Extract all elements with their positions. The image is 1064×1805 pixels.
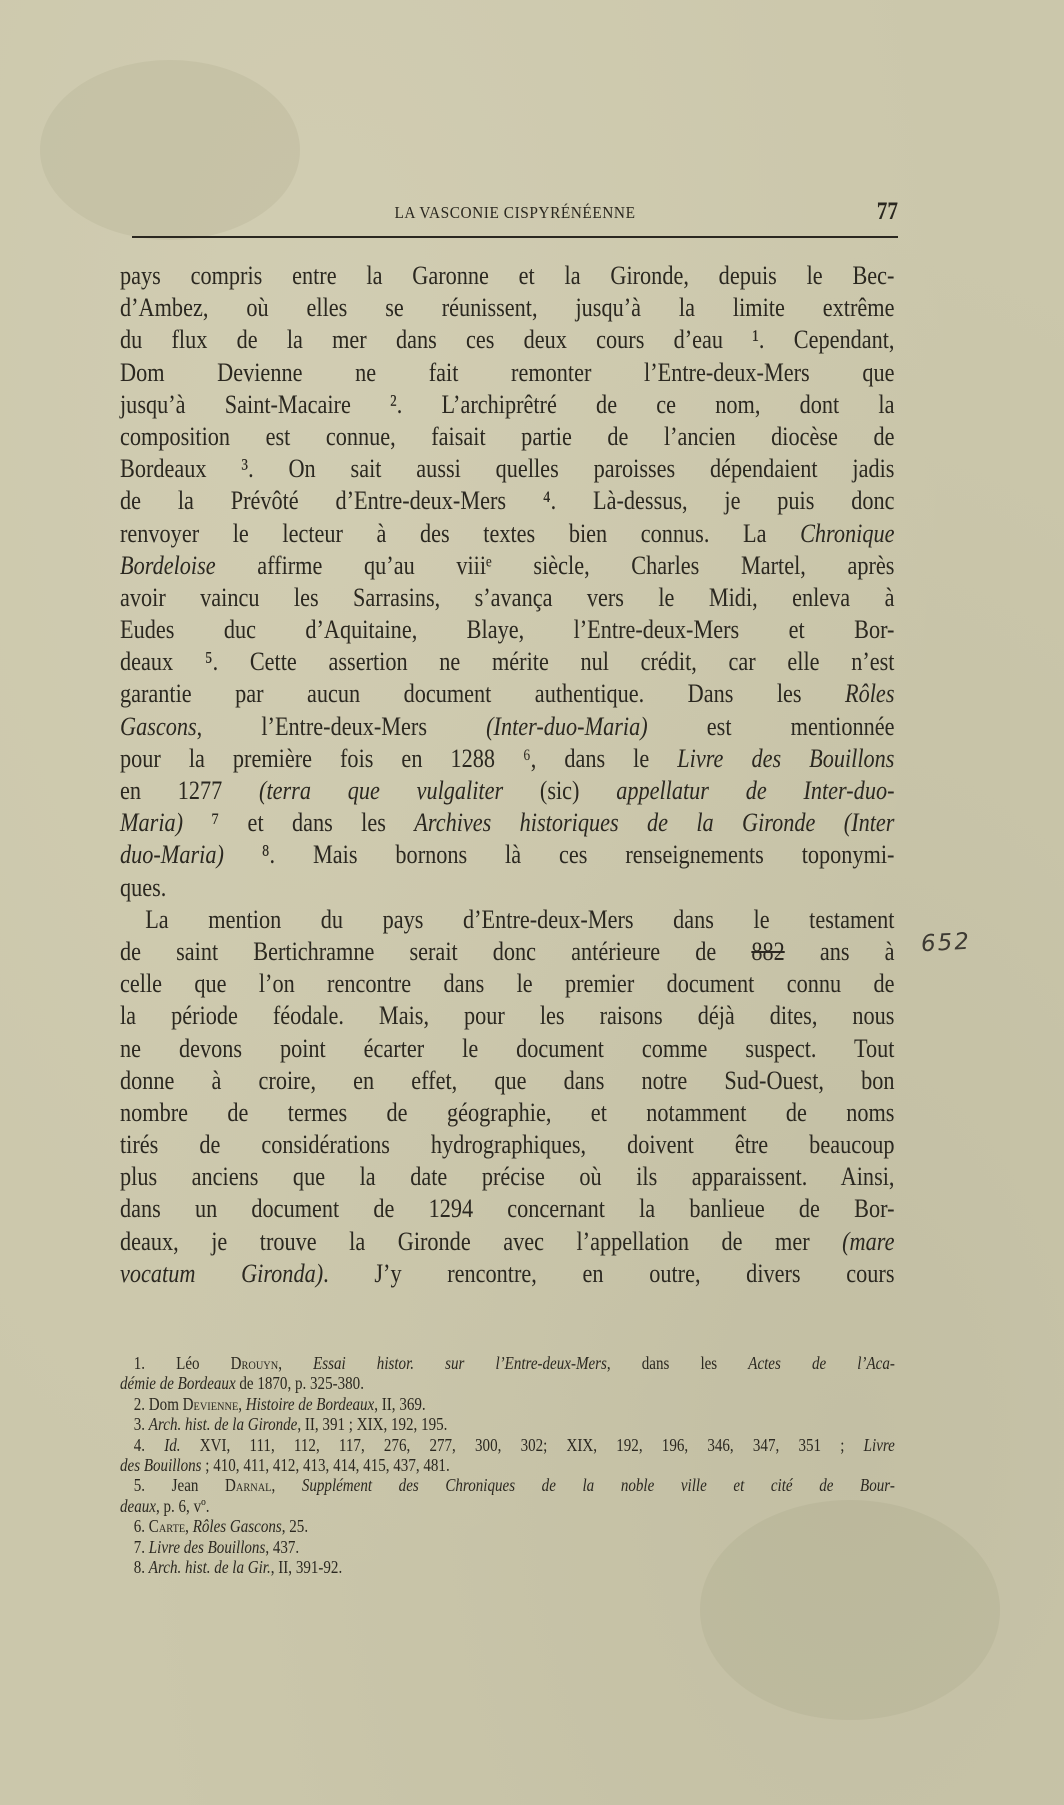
- footnote-line: démie de Bordeaux de 1870, p. 325-380.: [120, 1373, 364, 1394]
- footnote-line: 7. Livre des Bouillons, 437.: [133, 1536, 300, 1557]
- body-line: vocatum Gironda). J’y rencontre, en outre, divers cours: [120, 1257, 895, 1288]
- body-line: ne devons point écarter le document comme suspect. Tout: [120, 1032, 895, 1063]
- footnote-line: 3. Arch. hist. de la Gironde, II, 391 ; XIX, 192, 195.: [133, 1414, 448, 1435]
- body-line: garantie par aucun document authentique. Dans les Rôles: [120, 678, 895, 709]
- body-line: La mention du pays d’Entre-deux-Mers dans le testament: [145, 903, 895, 934]
- footnote-line: des Bouillons ; 410, 411, 412, 413, 414, 415, 437, 481.: [120, 1454, 450, 1475]
- running-head: [132, 200, 898, 226]
- body-line: dans un document de 1294 concernant la banlieue de Bor-: [120, 1193, 895, 1224]
- body-line: Bordeaux ³. On sait aussi quelles paroisses dépendaient jadis: [120, 453, 895, 484]
- footnote-line: 8. Arch. hist. de la Gir., II, 391-92.: [133, 1556, 343, 1577]
- body-line: la période féodale. Mais, pour les raisons déjà dites, nous: [120, 1000, 895, 1031]
- footnote-line: 2. Dom Devienne, Histoire de Bordeaux, II, 369.: [133, 1393, 426, 1414]
- page-number: 77: [876, 198, 898, 225]
- body-line: Maria) ⁷ et dans les Archives historiques de la Gironde (Inter: [120, 807, 895, 838]
- body-line: composition est connue, faisait partie de l’ancien diocèse de: [120, 420, 895, 451]
- footnotes: [120, 1353, 895, 1577]
- footnote-line: 4. Id. XVI, 111, 112, 117, 276, 277, 300, 302; XIX, 192, 196, 346, 347, 351 ; Livre: [133, 1434, 895, 1455]
- body-line: Bordeloise affirme qu’au viiiᵉ siècle, Charles Martel, après: [120, 549, 895, 580]
- footnote-line: 1. Léo Drouyn, Essai histor. sur l’Entre-deux-Mers, dans les Actes de l’Aca-: [133, 1353, 895, 1373]
- body-line: jusqu’à Saint-Macaire ². L’archiprêtré de ce nom, dont la: [120, 388, 895, 419]
- body-line: pays compris entre la Garonne et la Gironde, depuis le Bec-: [120, 260, 895, 290]
- footnote-line: 5. Jean Darnal, Supplément des Chroniques de la noble ville et cité de Bour-: [133, 1475, 895, 1496]
- body-line: Dom Devienne ne fait remonter l’Entre-deux-Mers que: [120, 356, 895, 387]
- body-line: Gascons, l’Entre-deux-Mers (Inter-duo-Maria) est mentionnée: [120, 710, 895, 741]
- footnote-line: deaux, p. 6, vº.: [120, 1495, 210, 1516]
- body-line: ques.: [120, 871, 167, 902]
- body-line: donne à croire, en effet, que dans notre Sud-Ouest, bon: [120, 1064, 895, 1095]
- body-line: en 1277 (terra que vulgaliter (sic) appellatur de Inter-duo-: [120, 775, 895, 805]
- body-line: deaux, je trouve la Gironde avec l’appellation de mer (mare: [120, 1225, 895, 1256]
- body-text: [120, 259, 895, 1289]
- body-line: plus anciens que la date précise où ils apparaissent. Ainsi,: [120, 1161, 895, 1192]
- header-rule: [132, 236, 898, 238]
- body-line: celle que l’on rencontre dans le premier document connu de: [120, 968, 895, 999]
- body-line: de saint Bertichramne serait donc antérieure de 882 ans à: [120, 935, 895, 966]
- running-title: LA VASCONIE CISPYRÉNÉENNE: [394, 203, 636, 222]
- body-line: renvoyer le lecteur à des textes bien connus. La Chronique: [120, 517, 895, 548]
- footnote-line: 6. Carte, Rôles Gascons, 25.: [133, 1516, 309, 1537]
- body-line: nombre de termes de géographie, et notamment de noms: [120, 1096, 895, 1127]
- body-line: du flux de la mer dans ces deux cours d’eau ¹. Cependant,: [120, 324, 895, 355]
- body-line: Eudes duc d’Aquitaine, Blaye, l’Entre-deux-Mers et Bor-: [120, 614, 895, 645]
- body-line: duo-Maria) ⁸. Mais bornons là ces renseignements toponymi-: [120, 839, 895, 870]
- body-line: avoir vaincu les Sarrasins, s’avança vers le Midi, enleva à: [120, 581, 895, 612]
- body-line: de la Prévôté d’Entre-deux-Mers ⁴. Là-dessus, je puis donc: [120, 485, 895, 516]
- body-line: deaux ⁵. Cette assertion ne mérite nul crédit, car elle n’est: [120, 646, 895, 677]
- handwritten-marginal-note: 652: [920, 928, 972, 958]
- body-line: pour la première fois en 1288 ⁶, dans le Livre des Bouillons: [120, 742, 895, 773]
- body-line: tirés de considérations hydrographiques, doivent être beaucoup: [120, 1129, 895, 1160]
- body-line: d’Ambez, où elles se réunissent, jusqu’à la limite extrême: [120, 292, 895, 323]
